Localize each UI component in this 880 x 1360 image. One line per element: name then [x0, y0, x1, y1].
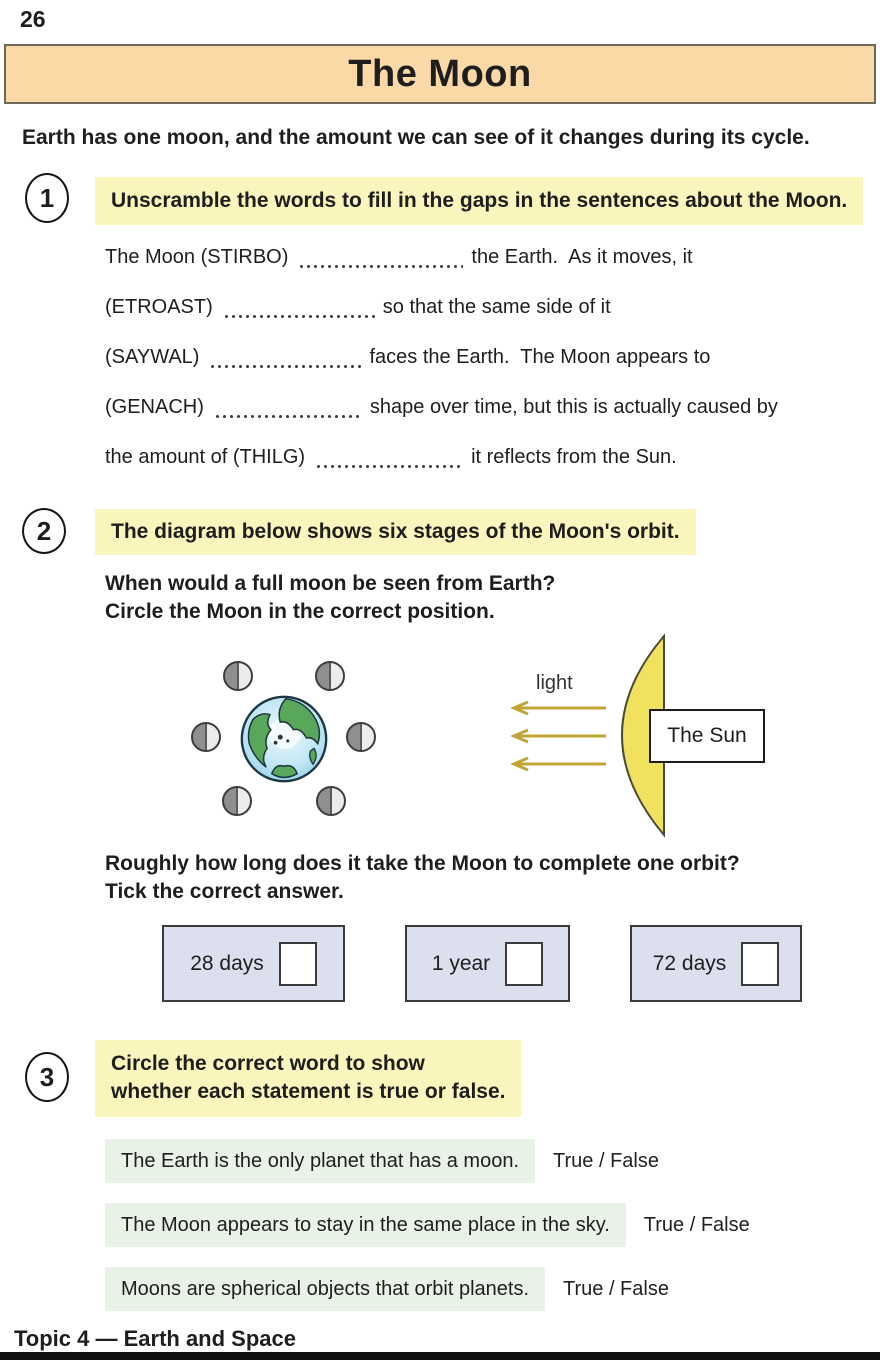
gap-fill-line-4 — [105, 382, 877, 432]
question-1-number: 1 — [25, 173, 69, 223]
title-banner — [4, 44, 876, 104]
option-box-1-year — [405, 925, 570, 1002]
question-2-prompt: The diagram below shows six stages of the Moon's orbit. — [95, 509, 696, 555]
question-3-prompt — [95, 1040, 521, 1117]
light-arrow-3 — [508, 756, 610, 772]
gap-fill-sentences — [105, 232, 877, 482]
moon-position-right[interactable] — [346, 722, 376, 752]
q2-subquestion-1-line2: Circle the Moon in the correct position. — [105, 600, 495, 623]
question-1-prompt: Unscramble the words to fill in the gaps in the sentences about the Moon. — [95, 177, 863, 225]
gap-fill-line-1 — [105, 232, 877, 282]
answer-blank-1[interactable] — [298, 247, 463, 269]
q2-subquestion-1-line1: When would a full moon be seen from Earth? — [105, 572, 556, 595]
q2-subquestion-2-line2: Tick the correct answer. — [105, 880, 344, 903]
question-3-number: 3 — [25, 1052, 69, 1102]
line-text: faces the Earth. The Moon appears to — [369, 346, 711, 368]
page-number: 26 — [20, 6, 46, 32]
sun-label: The Sun — [649, 709, 765, 763]
tick-box-1-year[interactable] — [505, 942, 543, 986]
option-label: 1 year — [431, 951, 491, 975]
statement-row-3 — [105, 1267, 669, 1311]
line-text: the Earth. As it moves, it — [471, 246, 693, 268]
answer-blank-5[interactable] — [315, 447, 463, 469]
statement-text: Moons are spherical objects that orbit planets. — [105, 1267, 545, 1311]
gap-fill-line-3 — [105, 332, 877, 382]
statement-row-1 — [105, 1139, 659, 1183]
moon-orbit-diagram — [0, 630, 880, 845]
statement-row-2 — [105, 1203, 750, 1247]
option-label: 28 days — [190, 951, 264, 975]
line-text: it reflects from the Sun. — [471, 446, 677, 468]
light-arrow-1 — [508, 700, 610, 716]
q3-prompt-line2: whether each statement is true or false. — [111, 1080, 506, 1104]
intro-text: Earth has one moon, and the amount we can see of it changes during its cycle. — [22, 126, 810, 149]
page-edge-bar — [0, 1352, 880, 1360]
moon-position-bottom-left[interactable] — [222, 786, 252, 816]
gap-fill-line-5 — [105, 432, 877, 482]
line-text: (SAYWAL) — [105, 346, 200, 368]
line-text: so that the same side of it — [382, 296, 611, 318]
true-false-choice-2[interactable]: True / False — [643, 1214, 750, 1236]
moon-position-bottom-right[interactable] — [316, 786, 346, 816]
question-2-number: 2 — [22, 508, 66, 554]
q2-subquestion-2-line1: Roughly how long does it take the Moon to complete one orbit? — [105, 852, 740, 875]
answer-blank-3[interactable] — [209, 347, 361, 369]
answer-blank-4[interactable] — [214, 397, 362, 419]
tick-box-72-days[interactable] — [741, 942, 779, 986]
true-false-choice-1[interactable]: True / False — [553, 1150, 659, 1172]
line-text: (GENACH) — [105, 396, 204, 418]
moon-position-top-right[interactable] — [315, 661, 345, 691]
line-text: the amount of (THILG) — [105, 446, 306, 468]
light-label: light — [536, 672, 573, 694]
answer-blank-2[interactable] — [223, 297, 375, 319]
option-box-28-days — [162, 925, 345, 1002]
gap-fill-line-2 — [105, 282, 877, 332]
line-text: shape over time, but this is actually caused by — [369, 396, 778, 418]
topic-footer: Topic 4 — Earth and Space — [14, 1326, 296, 1351]
earth-illustration — [239, 694, 329, 784]
true-false-choice-3[interactable]: True / False — [563, 1278, 669, 1300]
option-label: 72 days — [652, 951, 727, 975]
tick-box-28-days[interactable] — [279, 942, 317, 986]
light-arrow-2 — [508, 728, 610, 744]
line-text: (ETROAST) — [105, 296, 213, 318]
q3-prompt-line1: Circle the correct word to show — [111, 1052, 425, 1075]
statement-text: The Earth is the only planet that has a moon. — [105, 1139, 535, 1183]
statement-text: The Moon appears to stay in the same place in the sky. — [105, 1203, 626, 1247]
line-text: The Moon (STIRBO) — [105, 246, 289, 268]
moon-position-left[interactable] — [191, 722, 221, 752]
moon-position-top-left[interactable] — [223, 661, 253, 691]
page-title: The Moon — [348, 52, 532, 95]
option-box-72-days — [630, 925, 802, 1002]
